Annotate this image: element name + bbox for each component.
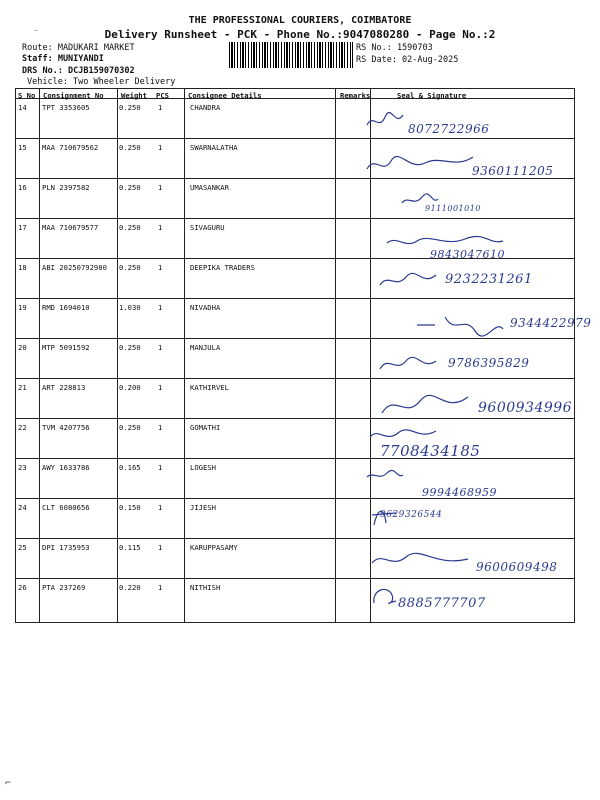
signature-phone: 9843047610 bbox=[430, 248, 505, 261]
cell-sno: 20 bbox=[18, 343, 27, 352]
signature-row-15 bbox=[360, 148, 560, 186]
runsheet-subtitle: Delivery Runsheet - PCK - Phone No.:9047080280 - Page No.:2 bbox=[104, 28, 496, 41]
signature-phone: 9111001010 bbox=[425, 204, 481, 213]
vehicle-label: Vehicle: Two Wheeler Delivery bbox=[27, 77, 176, 87]
signature-row-23 bbox=[360, 466, 560, 504]
cell-consignment: DPI 1735953 bbox=[42, 543, 90, 552]
signature-phone: 9600934996 bbox=[478, 400, 573, 416]
cell-consignee: UMASANKAR bbox=[190, 183, 229, 192]
cell-pcs: 1 bbox=[158, 263, 163, 272]
cell-pcs: 1 bbox=[158, 423, 163, 432]
rs-date: RS Date: 02-Aug-2025 bbox=[356, 55, 459, 65]
cell-sno: 15 bbox=[18, 143, 27, 152]
cell-pcs: 1 bbox=[158, 303, 163, 312]
signature-phone: 8885777707 bbox=[398, 596, 486, 611]
signature-row-22 bbox=[360, 422, 560, 460]
cell-consignment: MTP 5091592 bbox=[42, 343, 90, 352]
cell-consignee: CHANDRA bbox=[190, 103, 221, 112]
cell-sno: 19 bbox=[18, 303, 27, 312]
corner-mark-icon: ⁻ bbox=[33, 28, 40, 39]
signature-row-21 bbox=[360, 388, 573, 426]
cell-consignment: AWY 1633786 bbox=[42, 463, 90, 472]
column-header-weight: Weight bbox=[121, 91, 147, 100]
cell-consignment: ART 228813 bbox=[42, 383, 86, 392]
signature-phone: 9600609498 bbox=[476, 560, 558, 574]
cell-consignee: DEEPIKA TRADERS bbox=[190, 263, 255, 272]
cell-pcs: 1 bbox=[158, 503, 163, 512]
signature-row-14 bbox=[360, 108, 560, 146]
column-header-sno: S No bbox=[18, 91, 36, 100]
signature-row-20 bbox=[360, 350, 560, 388]
cell-consignment: ABI 20250792980 bbox=[42, 263, 107, 272]
cell-pcs: 1 bbox=[158, 183, 163, 192]
cell-weight: 0.250 bbox=[119, 223, 141, 232]
signature-phone: 9344422979 bbox=[510, 316, 592, 330]
cell-consignment: CLT 6080656 bbox=[42, 503, 90, 512]
cell-weight: 0.115 bbox=[119, 543, 141, 552]
cell-consignee: NIVADHA bbox=[190, 303, 221, 312]
cell-consignment: RMD 1694010 bbox=[42, 303, 90, 312]
cell-consignment: MAA 710679562 bbox=[42, 143, 99, 152]
cell-consignee: GOMATHI bbox=[190, 423, 221, 432]
rs-number: RS No.: 1590703 bbox=[356, 43, 433, 53]
signature-row-18 bbox=[360, 266, 560, 304]
cell-consignee: MANJULA bbox=[190, 343, 221, 352]
column-header-consignee: Consignee Details bbox=[188, 91, 262, 100]
cell-consignee: SIVAGURU bbox=[190, 223, 225, 232]
cell-sno: 25 bbox=[18, 543, 27, 552]
cell-consignee: LOGESH bbox=[190, 463, 216, 472]
signature-row-25 bbox=[360, 546, 560, 584]
cell-consignee: KARUPPASAMY bbox=[190, 543, 238, 552]
signature-phone: 9629326544 bbox=[380, 510, 443, 520]
signature-phone: 9994468959 bbox=[422, 486, 497, 499]
cell-consignee: SWARNALATHA bbox=[190, 143, 238, 152]
cell-weight: 0.250 bbox=[119, 143, 141, 152]
route-label: Route: MADUKARI MARKET bbox=[22, 43, 135, 53]
cell-sno: 14 bbox=[18, 103, 27, 112]
cell-pcs: 1 bbox=[158, 223, 163, 232]
column-header-remarks: Remarks bbox=[340, 91, 371, 100]
cell-consignee: NITHISH bbox=[190, 583, 221, 592]
cell-pcs: 1 bbox=[158, 103, 163, 112]
cell-weight: 0.250 bbox=[119, 183, 141, 192]
signature-row-16 bbox=[360, 188, 560, 226]
barcode-icon bbox=[229, 42, 353, 68]
cell-consignment: TVM 4207756 bbox=[42, 423, 90, 432]
drs-label: DRS No.: DCJB159070302 bbox=[22, 66, 135, 76]
cell-pcs: 1 bbox=[158, 583, 163, 592]
cell-weight: 0.200 bbox=[119, 383, 141, 392]
cell-pcs: 1 bbox=[158, 143, 163, 152]
cell-pcs: 1 bbox=[158, 463, 163, 472]
column-header-pcs: PCS bbox=[156, 91, 169, 100]
signature-row-26 bbox=[360, 580, 560, 618]
cell-sno: 26 bbox=[18, 583, 27, 592]
cell-sno: 16 bbox=[18, 183, 27, 192]
cell-sno: 24 bbox=[18, 503, 27, 512]
cell-weight: 1.030 bbox=[119, 303, 141, 312]
cell-consignee: JIJESH bbox=[190, 503, 216, 512]
column-header-consignment: Consignment No bbox=[43, 91, 104, 100]
signature-row-19 bbox=[360, 310, 592, 348]
cell-pcs: 1 bbox=[158, 543, 163, 552]
cell-sno: 22 bbox=[18, 423, 27, 432]
signature-phone: 9360111205 bbox=[472, 164, 554, 178]
signature-phone: 7708434185 bbox=[380, 442, 481, 460]
signature-phone: 9232231261 bbox=[445, 272, 533, 287]
cell-weight: 0.220 bbox=[119, 583, 141, 592]
company-title: THE PROFESSIONAL COURIERS, COIMBATORE bbox=[188, 15, 412, 26]
cell-sno: 17 bbox=[18, 223, 27, 232]
cell-pcs: 1 bbox=[158, 343, 163, 352]
cell-weight: 0.150 bbox=[119, 503, 141, 512]
signature-phone: 8072722966 bbox=[408, 122, 490, 136]
cell-weight: 0.250 bbox=[119, 263, 141, 272]
cell-pcs: 1 bbox=[158, 383, 163, 392]
cell-consignment: PTA 237269 bbox=[42, 583, 86, 592]
cell-consignment: TPT 3353605 bbox=[42, 103, 90, 112]
cell-weight: 0.250 bbox=[119, 103, 141, 112]
cell-weight: 0.250 bbox=[119, 423, 141, 432]
cell-weight: 0.165 bbox=[119, 463, 141, 472]
signature-phone: 9786395829 bbox=[448, 356, 530, 370]
cell-sno: 18 bbox=[18, 263, 27, 272]
column-header-seal-signature: Seal & Signature bbox=[397, 91, 467, 100]
corner-mark-icon: ⌐ bbox=[5, 778, 12, 789]
cell-consignee: KATHIRVEL bbox=[190, 383, 229, 392]
signature-row-17 bbox=[360, 230, 560, 268]
staff-label: Staff: MUNIYANDI bbox=[22, 54, 104, 64]
cell-weight: 0.250 bbox=[119, 343, 141, 352]
signature-row-24 bbox=[360, 500, 560, 538]
cell-consignment: PLN 2397582 bbox=[42, 183, 90, 192]
cell-sno: 23 bbox=[18, 463, 27, 472]
cell-sno: 21 bbox=[18, 383, 27, 392]
cell-consignment: MAA 710679577 bbox=[42, 223, 99, 232]
